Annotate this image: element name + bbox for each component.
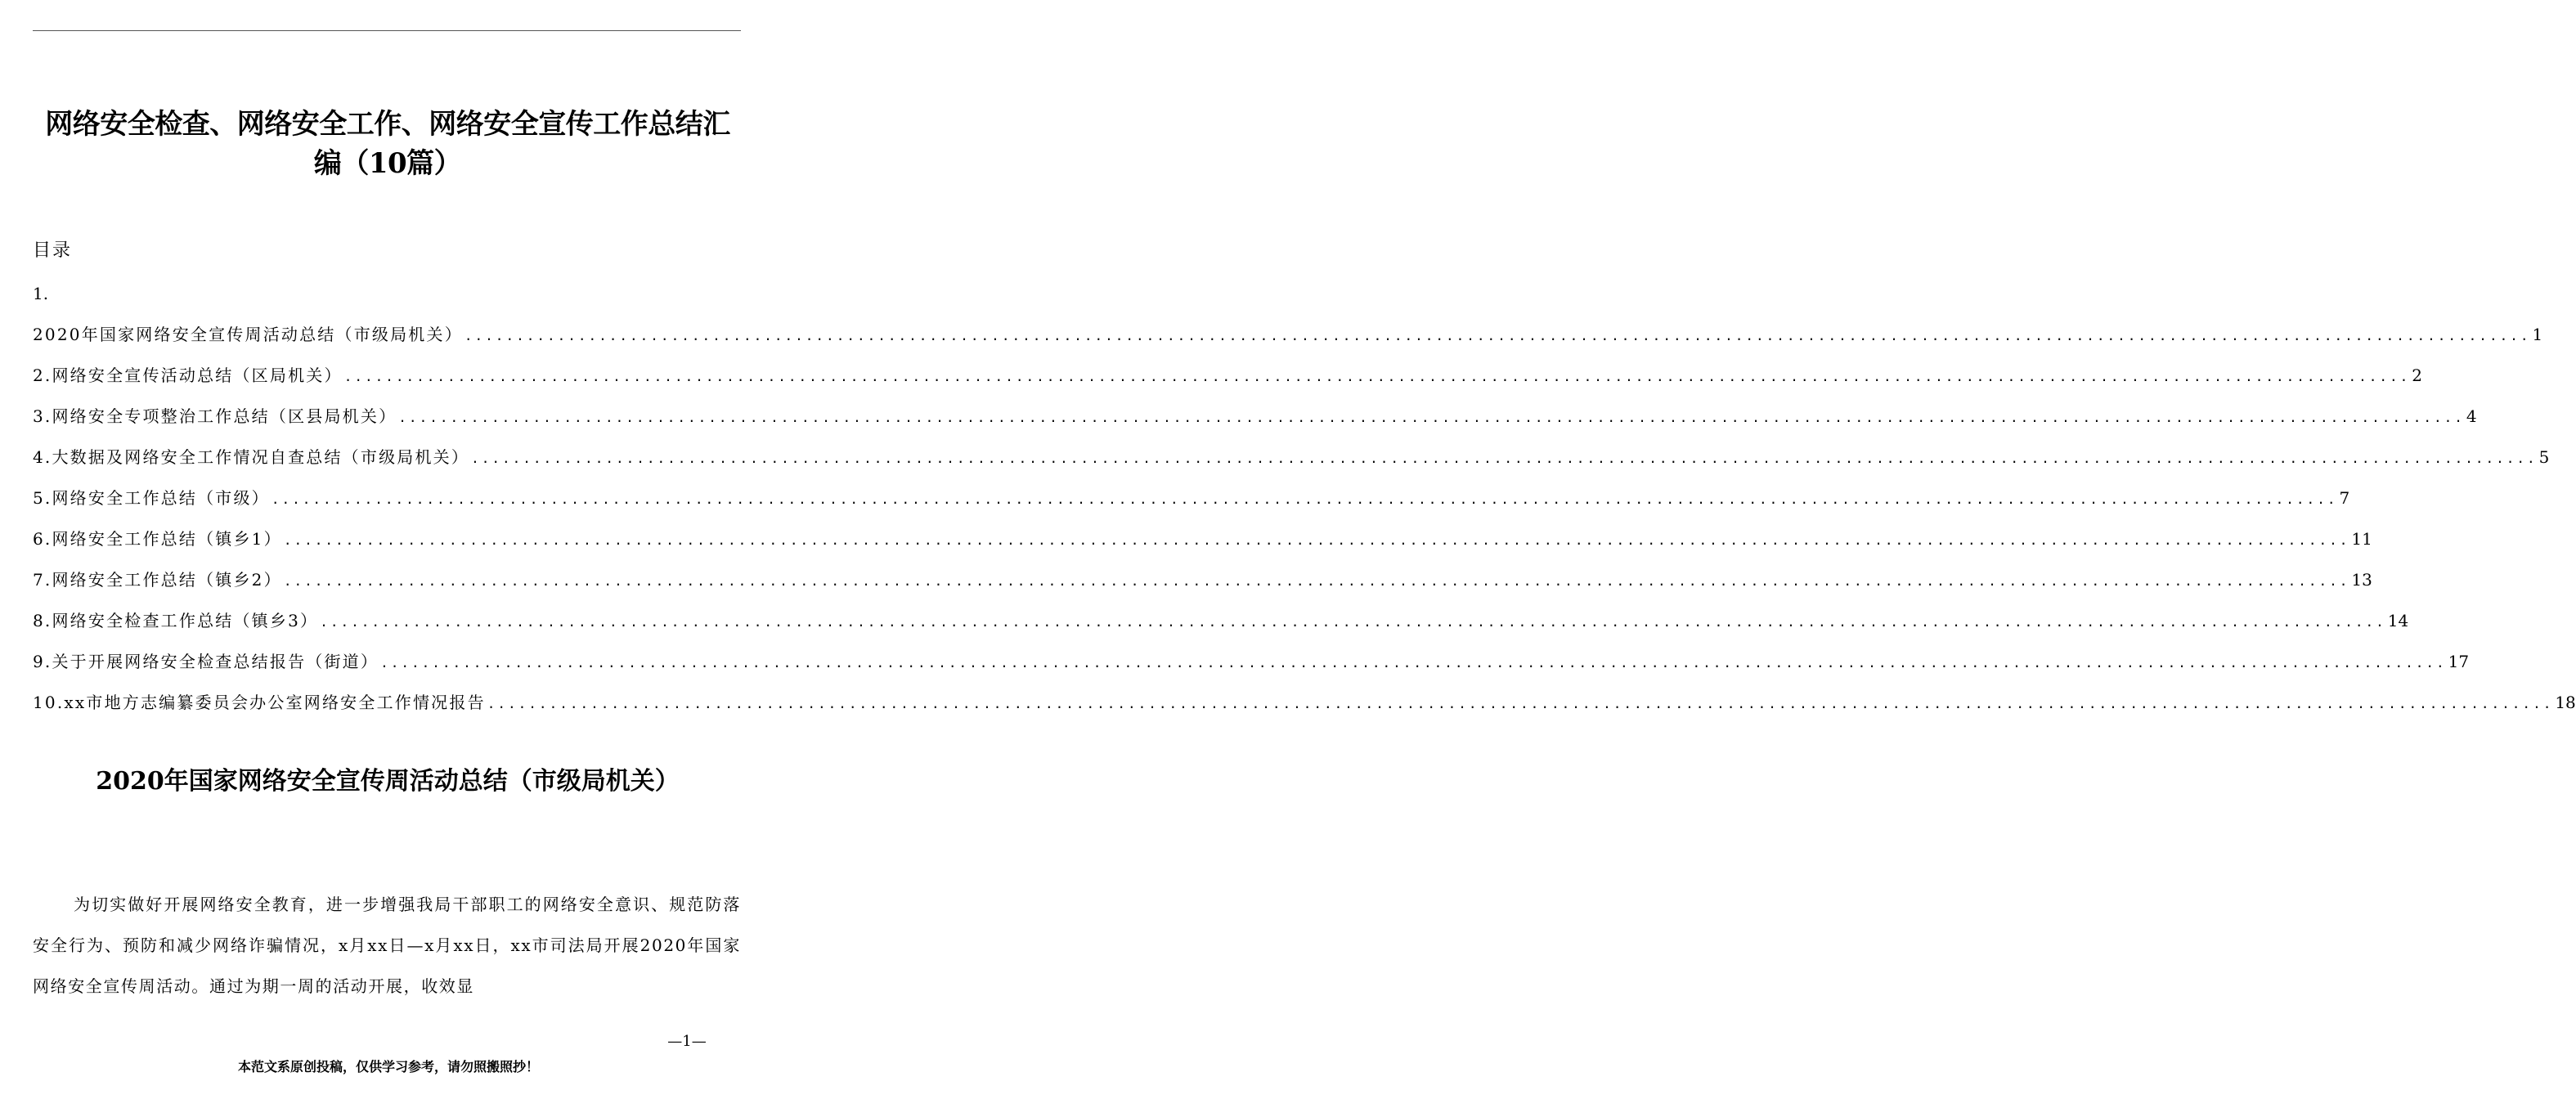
toc-entry-text: 2020年国家网络安全宣传周活动总结（市级局机关） <box>33 325 463 344</box>
toc-leader-dots: ........................................................................................................................................................................................................ <box>471 451 2538 466</box>
toc-entry-text: 3.网络安全专项整治工作总结（区县局机关） <box>33 406 397 426</box>
toc-entry-page: 2 <box>2412 366 2422 385</box>
toc-entry-page: 14 <box>2387 611 2409 630</box>
toc-entry-text: 4.大数据及网络安全工作情况自查总结（市级局机关） <box>33 447 470 467</box>
footer-note: 本范文系原创投稿，仅供学习参考，请勿照搬照抄！ <box>237 1059 539 1074</box>
toc-entry-page: 1 <box>2532 325 2543 344</box>
toc-entry-page: 7 <box>2339 488 2350 508</box>
toc-entry-page: 13 <box>2351 570 2372 590</box>
toc-first-number: 1. <box>33 284 49 303</box>
toc-leader-dots: ........................................................................................................................................................................................................ <box>464 328 2531 343</box>
toc-entry-text: 2.网络安全宣传活动总结（区局机关） <box>33 366 343 385</box>
toc-leader-dots: ........................................................................................................................................................................................................ <box>271 491 2338 507</box>
toc-leader-dots: ........................................................................................................................................................................................................ <box>487 696 2554 711</box>
toc-entry-text: 7.网络安全工作总结（镇乡2） <box>33 570 282 590</box>
toc-entry[interactable] <box>33 608 2409 649</box>
toc-entry[interactable] <box>33 486 2350 527</box>
toc-leader-dots: ........................................................................................................................................................................................................ <box>320 614 2386 630</box>
toc-entry-text: 5.网络安全工作总结（市级） <box>33 488 270 508</box>
page-number: —1— <box>667 1033 707 1050</box>
toc-entry[interactable] <box>33 322 2543 363</box>
body-paragraph: 为切实做好开展网络安全教育，进一步增强我局干部职工的网络安全意识、规范防落安全行为、预防和减少网络诈骗情况，x月xx日—x月xx日，xx市司法局开展2020年国家网络安全宣传周活动。通过为期一周的活动开展，收效显 <box>33 895 741 996</box>
toc-entry[interactable] <box>33 567 2372 608</box>
toc-entry-page: 17 <box>2448 652 2470 671</box>
toc-entry-page: 5 <box>2538 447 2550 467</box>
toc-entry[interactable] <box>33 690 2576 731</box>
toc-leader-dots: ........................................................................................................................................................................................................ <box>343 369 2411 384</box>
toc-leader-dots: ........................................................................................................................................................................................................ <box>380 655 2447 671</box>
toc-entry-page: 11 <box>2351 529 2372 549</box>
toc-entry[interactable] <box>33 445 2550 486</box>
section-title: 2020年国家网络安全宣传周活动总结（市级局机关） <box>96 767 680 796</box>
header-rule <box>33 30 741 31</box>
toc-leader-dots: ........................................................................................................................................................................................................ <box>283 573 2350 589</box>
table-of-contents <box>33 322 2576 731</box>
toc-entry-text: 10.xx市地方志编纂委员会办公室网络安全工作情况报告 <box>33 693 486 712</box>
document-title: 网络安全检查、网络安全工作、网络安全宣传工作总结汇编（10篇） <box>45 108 730 180</box>
toc-entry[interactable] <box>33 363 2422 404</box>
toc-leader-dots: ........................................................................................................................................................................................................ <box>283 532 2350 548</box>
toc-entry[interactable] <box>33 649 2470 690</box>
toc-entry-text: 8.网络安全检查工作总结（镇乡3） <box>33 611 319 630</box>
toc-heading: 目录 <box>33 240 73 261</box>
toc-entry-text: 6.网络安全工作总结（镇乡1） <box>33 529 282 549</box>
toc-leader-dots: ........................................................................................................................................................................................................ <box>398 410 2465 425</box>
toc-entry-text: 9.关于开展网络安全检查总结报告（街道） <box>33 652 379 671</box>
toc-entry-page: 18 <box>2555 693 2576 712</box>
toc-entry-page: 4 <box>2466 406 2477 426</box>
toc-entry[interactable] <box>33 404 2477 445</box>
toc-entry[interactable] <box>33 527 2372 567</box>
